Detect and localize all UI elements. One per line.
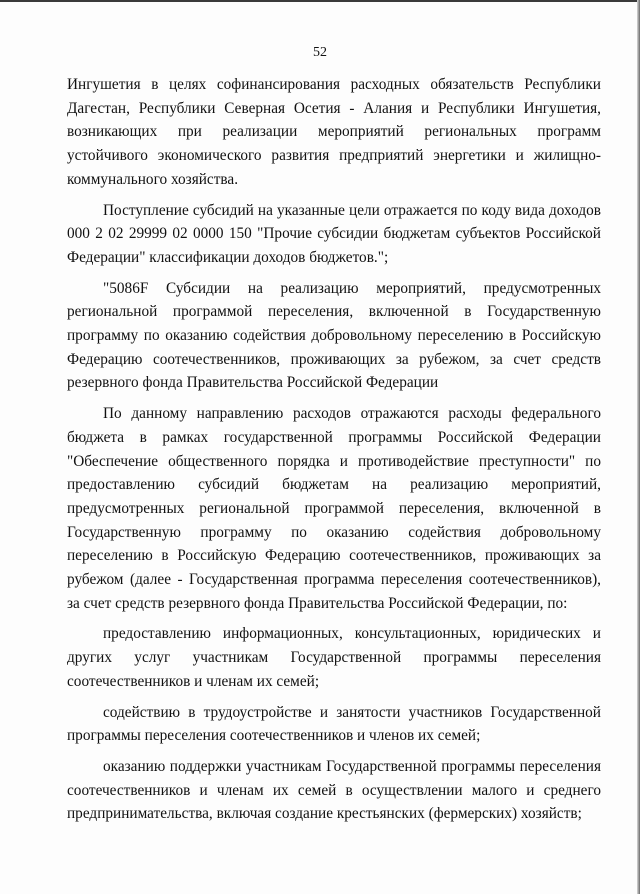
- paragraph: "5086F Субсидии на реализацию мероприятий, предусмотренных региональной программой переселения, включенной в Государственную программу по оказанию содействия добровольному переселению в Российскую Федерацию соотечественников, проживающих за рубежом, за счет средств резервного фонда Правительства Российской Федерации: [67, 279, 601, 392]
- document-body: [67, 73, 601, 833]
- paragraph: Поступление субсидий на указанные цели отражается по коду вида доходов 000 2 02 29999 02 0000 150 "Прочие субсидии бюджетам субъектов Российской Федерации" классификации доходов бюджетов.";: [67, 201, 601, 266]
- paragraph: предоставлению информационных, консультационных, юридических и других услуг участникам Государственной программы переселения соотечественников и членам их семей;: [67, 625, 601, 690]
- paragraph: оказанию поддержки участникам Государственной программы переселения соотечественников и членам их семей в осуществлении малого и среднего предпринимательства, включая создание крестьянских (фермерских) хозяйств;: [67, 757, 601, 823]
- scan-edge-top: [0, 0, 640, 2]
- page-number: 52: [313, 45, 327, 60]
- paragraph: Ингушетия в целях софинансирования расходных обязательств Республики Дагестан, Республики Северная Осетия - Алания и Республики Ингушетия, возникающих при реализации мероприятий региональных программ устойчивого экономического развития предприятий энергетики и жилищно-коммунального хозяйства.: [67, 76, 601, 188]
- paragraph: содействию в трудоустройстве и занятости участников Государственной программы переселения соотечественников и членов их семей;: [67, 703, 601, 745]
- paragraph: По данному направлению расходов отражаются расходы федерального бюджета в рамках государственной программы Российской Федерации "Обеспечение общественного порядка и противодействие преступности" по предоставлению субсидий бюджетам на реализацию мероприятий, предусмотренных региональной программой переселения, включенной в Государственную программу по оказанию содействия добровольному переселению в Российскую Федерацию соотечественников, проживающих за рубежом (далее - Государственная программа переселения соотечественников), за счет средств резервного фонда Правительства Российской Федерации, по:: [67, 405, 601, 612]
